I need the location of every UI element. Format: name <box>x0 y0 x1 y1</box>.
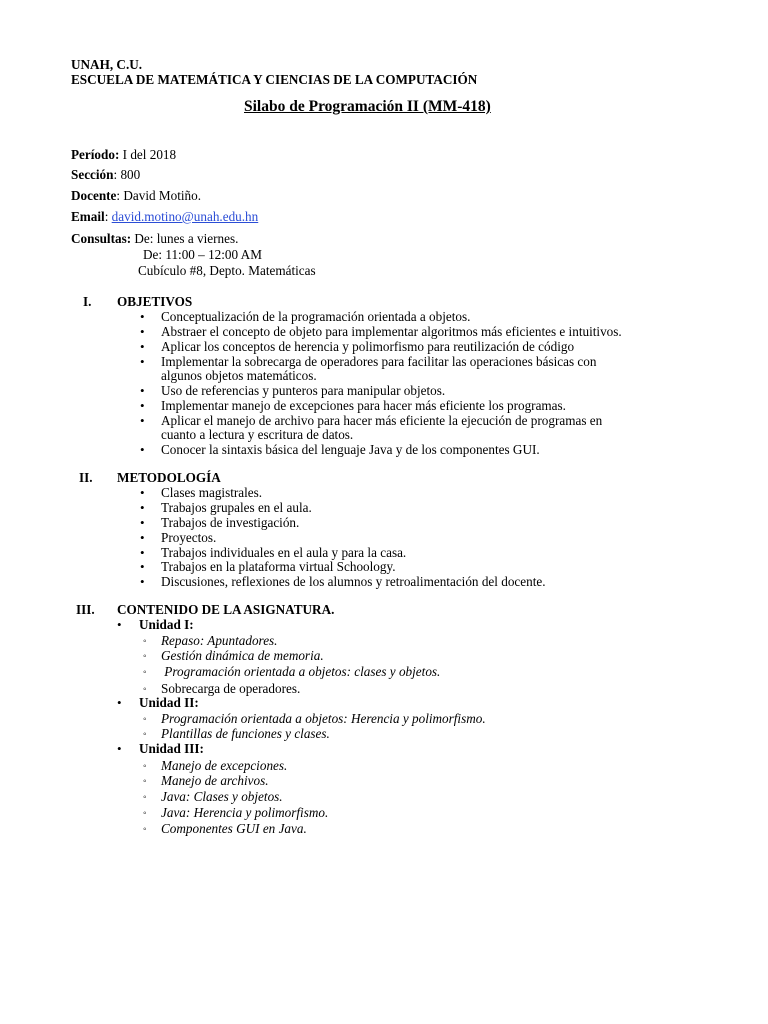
seccion-value: : 800 <box>113 167 141 182</box>
bullet-icon: • <box>140 339 145 354</box>
consultas-office: Cubículo #8, Depto. Matemáticas <box>138 263 316 278</box>
bullet-icon: • <box>140 413 145 428</box>
consultas-hours: De: 11:00 – 12:00 AM <box>143 247 262 262</box>
seccion-line <box>71 167 140 182</box>
bullet-icon: • <box>140 500 145 515</box>
bullet-icon: • <box>140 309 145 324</box>
section-1-numeral: I. <box>83 294 92 309</box>
section-3-heading: CONTENIDO DE LA ASIGNATURA. <box>117 602 335 617</box>
bullet-icon: • <box>140 545 145 560</box>
objetivo-item: Abstraer el concepto de objeto para implementar algoritmos más eficientes e intuitivos. <box>161 324 622 339</box>
circle-bullet-icon: ◦ <box>143 714 147 725</box>
seccion-label: Sección <box>71 167 114 182</box>
bullet-icon: • <box>140 354 145 369</box>
email-label: Email <box>71 209 105 224</box>
unidad-2-heading: Unidad II: <box>139 695 199 710</box>
circle-bullet-icon: ◦ <box>143 651 147 662</box>
objetivo-item: Uso de referencias y punteros para manipular objetos. <box>161 383 446 398</box>
objetivo-item: Implementar manejo de excepciones para hacer más eficiente los programas. <box>161 398 566 413</box>
unidad-3-heading: Unidad III: <box>139 741 204 756</box>
bullet-icon: • <box>117 617 122 632</box>
school-name: ESCUELA DE MATEMÁTICA Y CIENCIAS DE LA COMPUTACIÓN <box>71 72 478 87</box>
consultas-line <box>71 231 238 246</box>
unidad-3-item: Componentes GUI en Java. <box>161 821 307 836</box>
unidad-1-item: Gestión dinámica de memoria. <box>161 648 324 663</box>
metodologia-item: Trabajos grupales en el aula. <box>161 500 312 515</box>
metodologia-item: Clases magistrales. <box>161 485 263 500</box>
section-2-numeral: II. <box>79 470 93 485</box>
objetivo-item: Implementar la sobrecarga de operadores para facilitar las operaciones básicas con <box>161 354 597 369</box>
bullet-icon: • <box>140 383 145 398</box>
objetivo-item-continuation: algunos objetos matemáticos. <box>161 368 317 383</box>
bullet-icon: • <box>140 515 145 530</box>
periodo-line <box>71 147 176 162</box>
section-2-heading: METODOLOGÍA <box>117 470 221 485</box>
circle-bullet-icon: ◦ <box>143 684 147 695</box>
circle-bullet-icon: ◦ <box>143 636 147 647</box>
institution-name: UNAH, C.U. <box>71 57 143 72</box>
bullet-icon: • <box>140 485 145 500</box>
unidad-3-item: Manejo de excepciones. <box>161 758 288 773</box>
metodologia-item: Discusiones, reflexiones de los alumnos y retroalimentación del docente. <box>161 574 546 589</box>
bullet-icon: • <box>140 442 145 457</box>
bullet-icon: • <box>140 559 145 574</box>
email-separator: : <box>104 209 112 224</box>
bullet-icon: • <box>140 398 145 413</box>
circle-bullet-icon: ◦ <box>143 761 147 772</box>
bullet-icon: • <box>117 695 122 710</box>
docente-value: : David Motiño. <box>116 188 202 203</box>
consultas-days: De: lunes a viernes. <box>131 231 239 246</box>
unidad-1-item: Programación orientada a objetos: clases y objetos. <box>161 664 441 679</box>
email-link[interactable]: david.motino@unah.edu.hn <box>111 209 259 224</box>
metodologia-item: Trabajos en la plataforma virtual Schoology. <box>161 559 396 574</box>
periodo-value: I del 2018 <box>119 147 177 162</box>
consultas-label: Consultas: <box>71 231 132 246</box>
unidad-1-item: Repaso: Apuntadores. <box>161 633 278 648</box>
unidad-1-item: Sobrecarga de operadores. <box>161 681 301 696</box>
circle-bullet-icon: ◦ <box>143 824 147 835</box>
objetivo-item: Conceptualización de la programación orientada a objetos. <box>161 309 471 324</box>
section-3-numeral: III. <box>76 602 95 617</box>
objetivo-item: Aplicar el manejo de archivo para hacer más eficiente la ejecución de programas en <box>161 413 603 428</box>
circle-bullet-icon: ◦ <box>143 667 147 678</box>
bullet-icon: • <box>140 574 145 589</box>
unidad-3-item: Java: Clases y objetos. <box>161 789 283 804</box>
unidad-1-heading: Unidad I: <box>139 617 194 632</box>
bullet-icon: • <box>117 741 122 756</box>
bullet-icon: • <box>140 530 145 545</box>
unidad-3-item: Java: Herencia y polimorfismo. <box>161 805 329 820</box>
metodologia-item: Trabajos individuales en el aula y para la casa. <box>161 545 407 560</box>
circle-bullet-icon: ◦ <box>143 776 147 787</box>
circle-bullet-icon: ◦ <box>143 729 147 740</box>
objetivo-item-continuation: cuanto a lectura y escritura de datos. <box>161 427 354 442</box>
metodologia-item: Trabajos de investigación. <box>161 515 300 530</box>
document-title: Silabo de Programación II (MM-418) <box>244 98 491 115</box>
objetivo-item: Aplicar los conceptos de herencia y polimorfismo para reutilización de código <box>161 339 575 354</box>
docente-label: Docente <box>71 188 117 203</box>
unidad-3-item: Manejo de archivos. <box>161 773 269 788</box>
unidad-2-item: Programación orientada a objetos: Herencia y polimorfismo. <box>161 711 486 726</box>
unidad-2-item: Plantillas de funciones y clases. <box>161 726 330 741</box>
email-line <box>71 209 258 224</box>
section-1-heading: OBJETIVOS <box>117 294 193 309</box>
circle-bullet-icon: ◦ <box>143 808 147 819</box>
metodologia-item: Proyectos. <box>161 530 217 545</box>
bullet-icon: • <box>140 324 145 339</box>
periodo-label: Período: <box>71 147 120 162</box>
circle-bullet-icon: ◦ <box>143 792 147 803</box>
docente-line <box>71 188 201 203</box>
objetivo-item: Conocer la sintaxis básica del lenguaje Java y de los componentes GUI. <box>161 442 540 457</box>
